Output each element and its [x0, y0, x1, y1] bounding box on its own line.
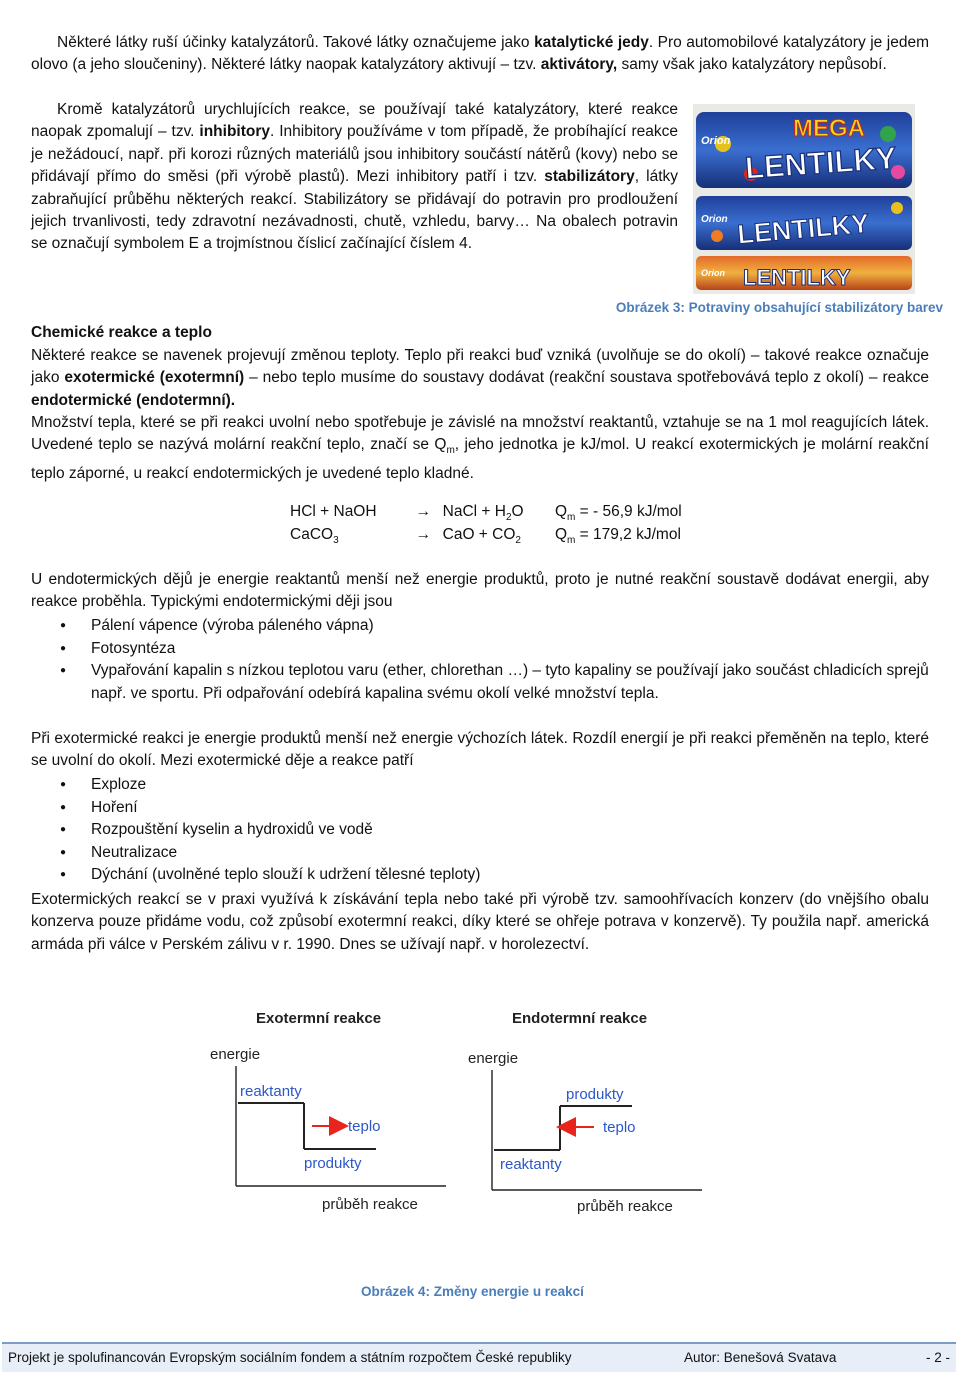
- section-paragraph-2: Množství tepla, které se při reakci uvolní nebo spotřebuje je závislé na množství reaktantů, vztahuje se na 1 mol reagujících látek. Uvedené teplo se nazývá molární reakční teplo, značí se $Q_m$, jeho jednotka je kJ/mol. U reakcí exotermických je molární reakční teplo záporné, u reakcí endotermických je uvedené teplo kladné.: [31, 414, 929, 482]
- list-item: ● Dýchání (uvolněné teplo slouží k udržení tělesné teploty): [60, 864, 929, 887]
- figure-4-caption: Obrázek 4: Změny energie u reakcí: [361, 1284, 584, 1299]
- equation-2-right: CaO + $CO_2$: [442, 526, 521, 547]
- list-item: ● Rozpouštění kyselin a hydroxidů ve vodě: [60, 819, 929, 842]
- section-paragraph-1: Některé reakce se navenek projevují změnou teploty. Teplo při reakci buď vzniká (uvolňuje se do okolí) – takové reakce označuje jako exotermické (exotermní) – nebo teplo musíme do soustavy dodávat (reakční soustava spotřebovává teplo z okolí) – reakce endotermické (endotermní).: [31, 347, 929, 409]
- energy-diagrams: [200, 1000, 720, 1220]
- endo-label-heat: teplo: [603, 1119, 636, 1136]
- intro-paragraph-2: Kromě katalyzátorů urychlujících reakce, se používají také katalyzátory, které reakce naopak zpomalují – tzv. inhibitory. Inhibitory používáme v tom případě, že probíhající reakce je nežádoucí, např. při korozi různých materiálů jsou inhibitory součástí nátěrů (kovy) nebo se přidávají přímo do směsi (při výrobě plastů). Mezi inhibitory patří i tzv. stabilizátory, látky zabraňující průběhu některých reakcí. Stabilizátory se přidávají do potravin pro prodloužení jejich trvanlivosti, tedy zdravotní nezávadnosti, chutě, vzhledu, barvy… Na obalech potravin se označují symbolem E a trojmístnou číslicí začínající číslem 4.: [31, 101, 678, 253]
- equation-1-heat: $Q_m$ = - 56,9 kJ/mol: [554, 503, 682, 524]
- lentilky-photo: [693, 104, 915, 294]
- footer-author: Autor: Benešová Svatava: [684, 1350, 837, 1365]
- equation-1-right: NaCl + $H_2O$: [442, 503, 524, 524]
- endo-label-high: produkty: [566, 1086, 624, 1103]
- exo-axis-y-label: energie: [210, 1046, 261, 1063]
- endo-title: Endotermní reakce: [512, 1010, 648, 1027]
- exo-after-paragraph: Exotermických reakcí se v praxi využívá k získávání tepla nebo také při výrobě tzv. samoohřívacích konzerv (do vnějšího obalu konzerva pouze přidáme vodu, což způsobí exotermní reakci, díky které se ohřeje potrava v konzervě). Ty použila např. americká armáda při válce v Perském zálivu v r. 1990. Dnes se užívají např. v horolezectví.: [31, 891, 929, 953]
- figure-3-caption: Obrázek 3: Potraviny obsahující stabilizátory barev: [615, 300, 943, 315]
- pack-1-name: LENTILKY: [743, 140, 898, 186]
- pack-3-name: LENTILKY: [743, 265, 851, 290]
- equation-1-left: HCl + NaOH: [290, 503, 377, 520]
- equation-2: [290, 524, 681, 552]
- endo-diagram: [468, 1010, 702, 1215]
- intro-paragraph-1: Některé látky ruší účinky katalyzátorů. Takové látky označujeme jako katalytické jedy. Pro automobilové katalyzátory je jedem olovo (a jeho sloučeniny). Některé látky naopak katalyzátory aktivují – tzv. aktivátory, samy však jako katalyzátory nepůsobí.: [31, 34, 930, 74]
- equation-2-heat: $Q_m = 179,2$ kJ/mol: [554, 526, 681, 547]
- endo-axis-y-label: energie: [468, 1050, 519, 1067]
- endo-paragraph: U endotermických dějů je energie reaktantů menší než energie produktů, proto je nutné reakční soustavě dodávat energii, aby reakce proběhla. Typickými endotermickými ději jsou: [31, 571, 929, 611]
- reaction-arrow-icon: →: [415, 503, 432, 520]
- page-footer: [2, 1342, 956, 1372]
- list-item: ● Hoření: [60, 797, 929, 820]
- section-heading: Chemické reakce a teplo: [31, 324, 212, 341]
- exo-axis-x-label: průběh reakce: [322, 1196, 418, 1213]
- equation-2-left: CaCO$_3$: [290, 526, 339, 547]
- page-number: - 2 -: [925, 1350, 950, 1365]
- pack-1-brand: Orion: [701, 135, 731, 147]
- pack-2-name: LENTILKY: [736, 208, 871, 250]
- exo-label-low: produkty: [304, 1155, 362, 1172]
- endo-axis-x-label: průběh reakce: [577, 1198, 673, 1215]
- exo-paragraph: Při exotermické reakci je energie produktů menší než energie výchozích látek. Rozdíl energií je při reakci přeměněn na teplo, které se uvolní do okolí. Mezi exotermické děje a reakce patří: [31, 730, 929, 770]
- exo-label-heat: teplo: [348, 1118, 381, 1135]
- pack-2: [696, 196, 912, 250]
- list-item: ● Neutralizace: [60, 842, 929, 865]
- exo-list: [60, 774, 929, 887]
- exo-diagram: [210, 1010, 446, 1213]
- footer-project: Projekt je spolufinancován Evropským sociálním fondem a státním rozpočtem České republiky: [8, 1350, 572, 1365]
- endo-label-low: reaktanty: [500, 1156, 562, 1173]
- pack-3: [696, 256, 912, 290]
- list-item: ● Fotosyntéza: [60, 638, 929, 661]
- pack-3-brand: Orion: [701, 268, 725, 278]
- exo-label-high: reaktanty: [240, 1083, 302, 1100]
- exo-title: Exotermní reakce: [256, 1010, 382, 1027]
- list-item: ● Vypařování kapalin s nízkou teplotou varu (ether, chlorethan …) – tyto kapaliny se používají jako součást chladicích sprejů např. ve sportu. Při odpařování odebírá kapalina svému okolí velké množství tepla.: [60, 660, 929, 705]
- reaction-arrow-icon: →: [415, 526, 432, 543]
- list-item: ● Exploze: [60, 774, 929, 797]
- pack-1-top: MEGA: [793, 115, 865, 142]
- list-item: ● Pálení vápence (výroba páleného vápna): [60, 615, 929, 638]
- pack-1: [696, 112, 912, 188]
- pack-2-brand: Orion: [701, 214, 728, 225]
- endo-list: [60, 615, 929, 705]
